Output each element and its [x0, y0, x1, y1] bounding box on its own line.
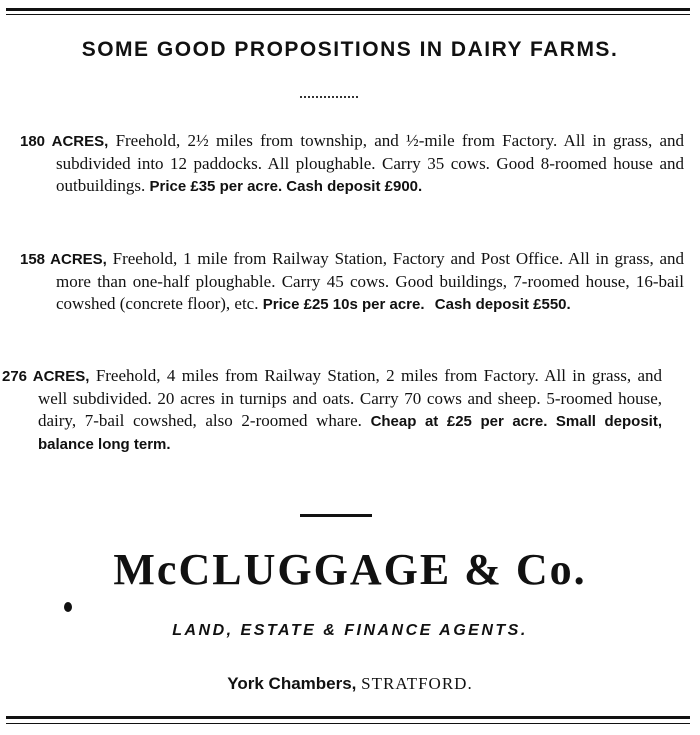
- bottom-double-rule: [6, 716, 690, 719]
- address-town: STRATFORD.: [361, 674, 473, 693]
- listing-276-acres: [2, 365, 662, 456]
- listing-acres: 276 ACRES,: [2, 368, 90, 385]
- listing-acres: 158 ACRES,: [20, 251, 107, 268]
- listing-acres: 180 ACRES,: [20, 133, 109, 150]
- dotted-divider: [300, 96, 358, 100]
- agent-tagline: LAND, ESTATE & FINANCE AGENTS.: [172, 622, 528, 639]
- listing-paragraph: [20, 248, 684, 316]
- top-double-rule: [6, 8, 690, 11]
- listing-paragraph: [2, 365, 662, 456]
- address-building: York Chambers,: [227, 674, 357, 693]
- listing-description: Freehold, 1 mile from Railway Station, Factory and Post Office. All in grass, and more than one-half ploughable. Carry 45 cows. Good buildings, 7-roomed house, 16-bail cowshed (concrete floor), etc.: [56, 249, 685, 313]
- listing-price: Price £35 per acre. Cash deposit £900.: [149, 178, 423, 195]
- top-thin-rule: [6, 14, 690, 15]
- ink-dot: [64, 602, 72, 612]
- agent-firm-name: McCLUGGAGE & Co.: [113, 545, 587, 594]
- listing-158-acres: [20, 248, 684, 316]
- section-divider: [300, 514, 372, 517]
- listing-price: Price £25 10s per acre.: [262, 296, 425, 313]
- listing-price: Cheap at £25 per acre. Small deposit, balance long term.: [38, 413, 663, 453]
- listing-deposit: Cash deposit £550.: [434, 296, 571, 313]
- listing-description: Freehold, 4 miles from Railway Station, 2 miles from Factory. All in grass, and well subdivided. 20 acres in turnips and oats. Carry 70 cows and sheep. 5-roomed house, dairy, 7-bail cowshed, also 2-roomed whare.: [38, 366, 662, 430]
- agent-address: [120, 674, 580, 694]
- listing-paragraph: [20, 130, 684, 198]
- advert-headline: SOME GOOD PROPOSITIONS IN DAIRY FARMS.: [81, 38, 619, 61]
- listing-description: Freehold, 2½ miles from township, and ½-mile from Factory. All in grass, and subdivided into 12 paddocks. All ploughable. Carry 35 cows. Good 8-roomed house and outbuildings.: [56, 131, 684, 195]
- bottom-thin-rule: [6, 723, 690, 724]
- listing-180-acres: [20, 130, 684, 198]
